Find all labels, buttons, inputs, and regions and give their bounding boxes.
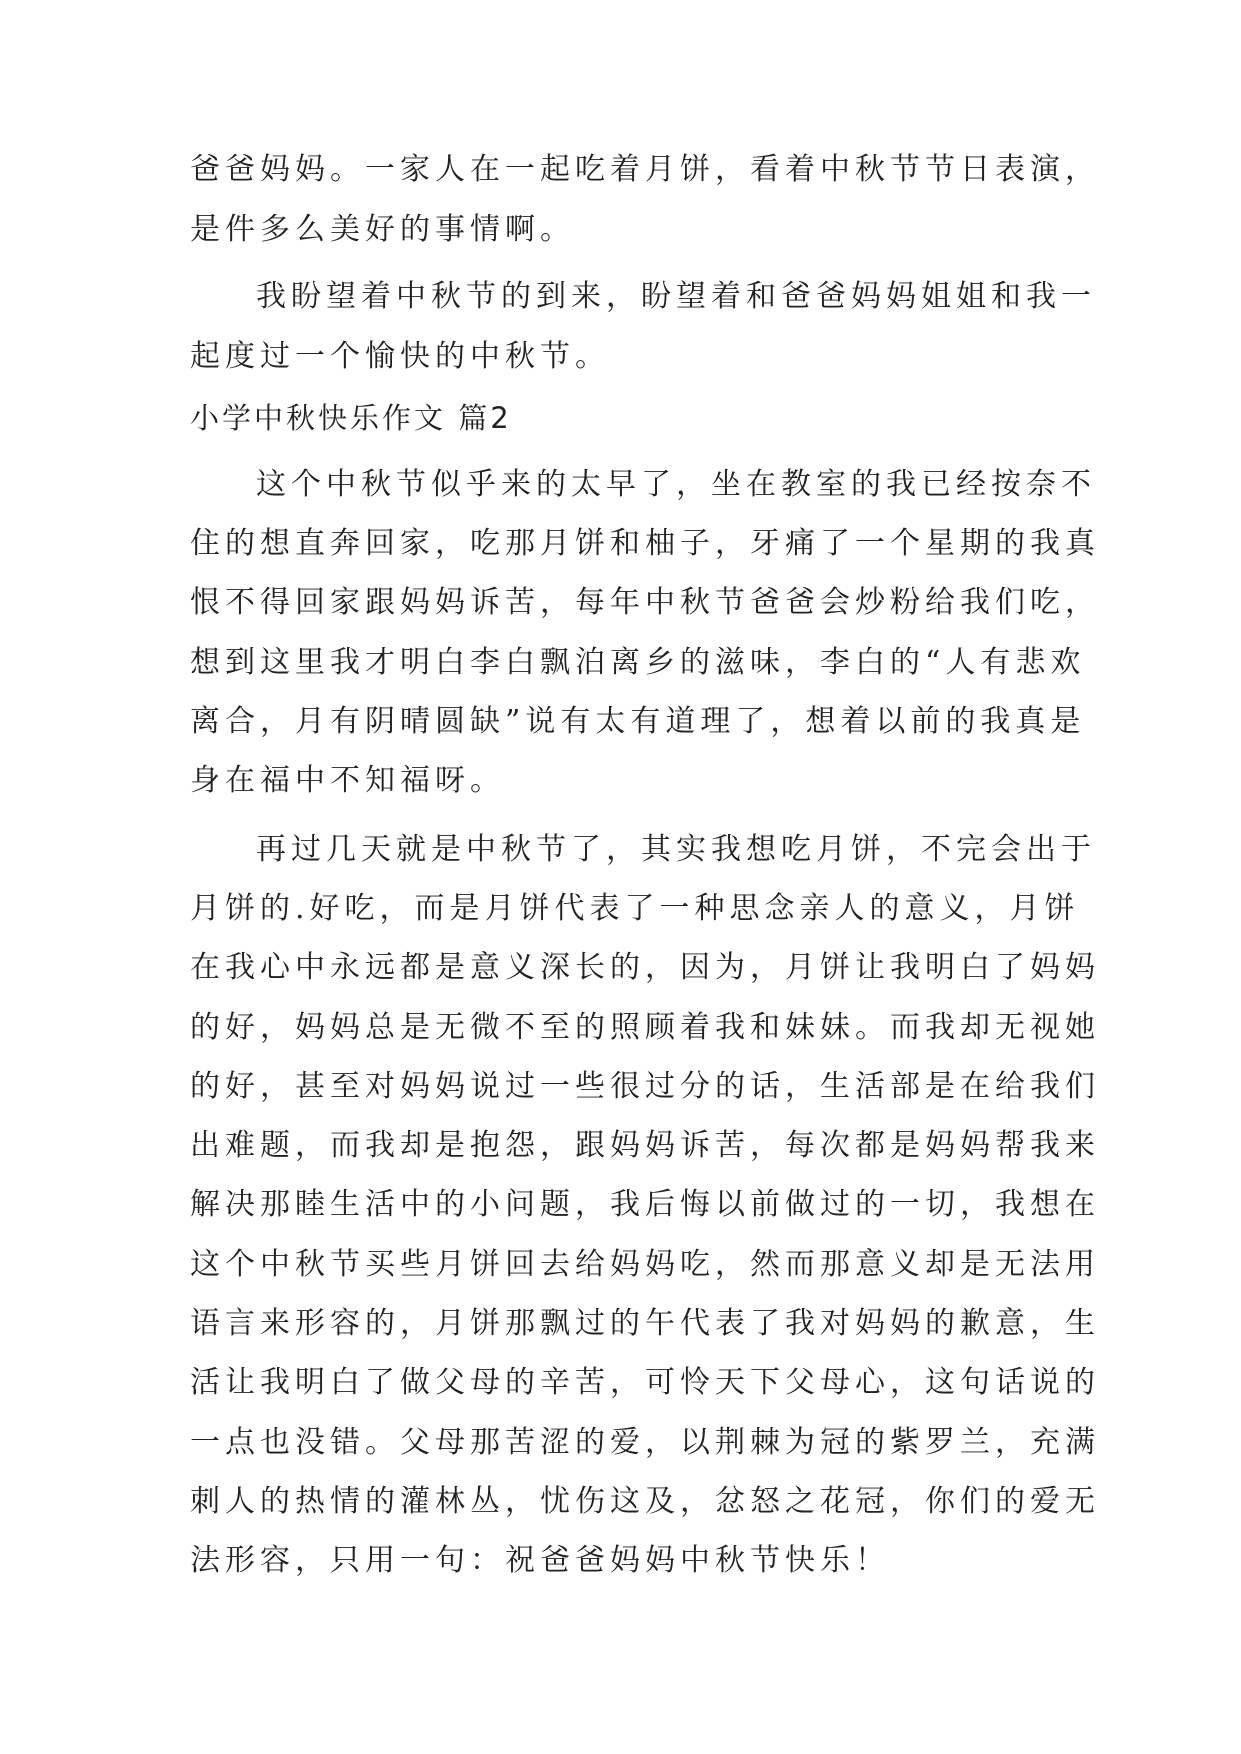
paragraph-line: 出难题，而我却是抱怨，跟妈妈诉苦，每次都是妈妈帮我来	[190, 1128, 1100, 1163]
paragraph-line: 月饼的.好吃，而是月饼代表了一种思念亲人的意义，月饼	[190, 891, 1080, 926]
paragraph-line: 爸爸妈妈。一家人在一起吃着月饼，看着中秋节节日表演，	[190, 152, 1100, 187]
paragraph-line: 是件多么美好的事情啊。	[190, 212, 575, 247]
paragraph-line: 语言来形容的，月饼那飘过的午代表了我对妈妈的歉意，生	[190, 1306, 1100, 1341]
paragraph-line: 住的想直奔回家，吃那月饼和柚子，牙痛了一个星期的我真	[190, 526, 1100, 561]
paragraph-line: 刺人的热情的灌林丛，忧伤这及，忿怒之花冠，你们的爱无	[190, 1484, 1100, 1519]
paragraph-line: 想到这里我才明白李白飘泊离乡的滋味，李白的“人有悲欢	[190, 645, 1086, 680]
section-heading: 小学中秋快乐作文 篇2	[190, 401, 512, 435]
paragraph-line: 活让我明白了做父母的辛苦，可怜天下父母心，这句话说的	[190, 1365, 1100, 1400]
paragraph-line: 再过几天就是中秋节了，其实我想吃月饼，不完会出于	[256, 832, 1096, 867]
paragraph-line: 的好，妈妈总是无微不至的照顾着我和妹妹。而我却无视她	[190, 1010, 1100, 1045]
paragraph-line: 我盼望着中秋节的到来，盼望着和爸爸妈妈姐姐和我一	[256, 279, 1096, 314]
paragraph-line: 离合，月有阴晴圆缺”说有太有道理了，想着以前的我真是	[190, 704, 1086, 739]
paragraph-line: 在我心中永远都是意义深长的，因为，月饼让我明白了妈妈	[190, 950, 1100, 985]
paragraph-line: 这个中秋节似乎来的太早了，坐在教室的我已经按奈不	[256, 467, 1096, 502]
paragraph-line: 这个中秋节买些月饼回去给妈妈吃，然而那意义却是无法用	[190, 1247, 1100, 1282]
paragraph-line: 起度过一个愉快的中秋节。	[190, 339, 610, 374]
paragraph-line: 法形容，只用一句：祝爸爸妈妈中秋节快乐！	[190, 1543, 890, 1578]
paragraph-line: 身在福中不知福呀。	[190, 763, 505, 798]
paragraph-line: 解决那睦生活中的小问题，我后悔以前做过的一切，我想在	[190, 1187, 1100, 1222]
paragraph-line: 恨不得回家跟妈妈诉苦，每年中秋节爸爸会炒粉给我们吃，	[190, 585, 1100, 620]
paragraph-line: 的好，甚至对妈妈说过一些很过分的话，生活部是在给我们	[190, 1069, 1100, 1104]
paragraph-line: 一点也没错。父母那苦涩的爱，以荆棘为冠的紫罗兰，充满	[190, 1425, 1100, 1460]
